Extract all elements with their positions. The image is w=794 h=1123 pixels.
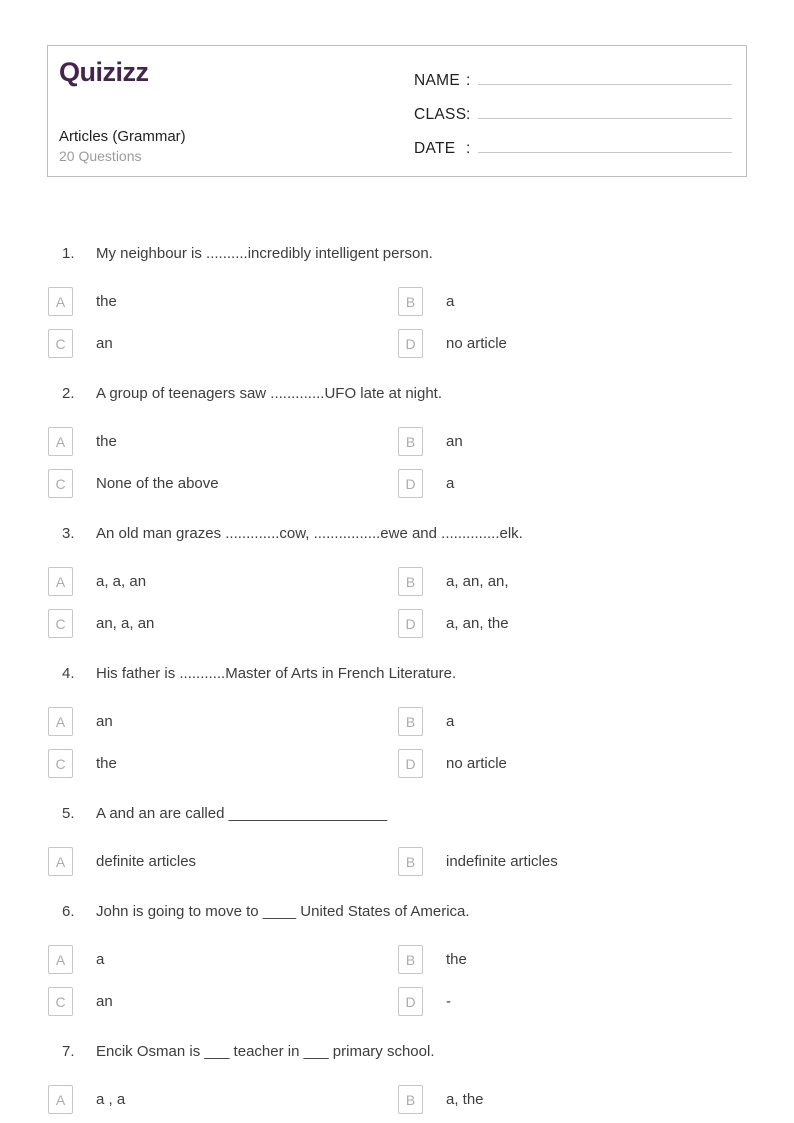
date-field-label: DATE bbox=[414, 140, 456, 157]
class-field-colon: : bbox=[466, 106, 471, 123]
header-fields bbox=[414, 59, 732, 166]
question-4 bbox=[47, 664, 747, 778]
option-a bbox=[47, 847, 397, 876]
option-b bbox=[397, 1085, 747, 1114]
option-label: - bbox=[446, 992, 451, 1010]
question-4-row bbox=[47, 664, 747, 684]
option-label: an bbox=[96, 334, 113, 352]
option-letter-box: A bbox=[48, 707, 73, 736]
date-field-line bbox=[478, 137, 732, 153]
option-b bbox=[397, 567, 747, 596]
question-number: 5. bbox=[62, 805, 75, 822]
option-letter-box: C bbox=[48, 987, 73, 1016]
question-text: His father is ...........Master of Arts in French Literature. bbox=[96, 665, 457, 682]
option-label: a bbox=[446, 712, 455, 730]
worksheet-title: Articles (Grammar) bbox=[59, 127, 186, 145]
option-letter-box: A bbox=[48, 287, 73, 316]
question-number: 6. bbox=[62, 903, 75, 920]
option-d bbox=[397, 329, 747, 358]
option-label: the bbox=[96, 754, 117, 772]
option-b bbox=[397, 287, 747, 316]
question-5 bbox=[47, 804, 747, 876]
option-letter-box: A bbox=[48, 427, 73, 456]
worksheet-title-block bbox=[59, 127, 186, 166]
questions-list bbox=[47, 244, 747, 1114]
date-field-row bbox=[414, 137, 732, 171]
option-label: the bbox=[96, 292, 117, 310]
option-letter-box: A bbox=[48, 567, 73, 596]
option-letter-box: C bbox=[48, 329, 73, 358]
option-label: an bbox=[96, 992, 113, 1010]
question-3 bbox=[47, 524, 747, 638]
option-letter-box: A bbox=[48, 847, 73, 876]
question-text: An old man grazes .............cow, ................ewe and ..............elk. bbox=[96, 525, 523, 542]
question-text: John is going to move to ____ United States of America. bbox=[96, 903, 470, 920]
option-label: no article bbox=[446, 754, 507, 772]
quizizz-logo: Quizizz bbox=[59, 57, 149, 87]
option-label: an, a, an bbox=[96, 614, 155, 632]
option-letter-box: C bbox=[48, 609, 73, 638]
question-number: 7. bbox=[62, 1043, 75, 1060]
option-c bbox=[47, 987, 397, 1016]
option-label: a bbox=[446, 292, 455, 310]
option-letter-box: C bbox=[48, 469, 73, 498]
option-c bbox=[47, 469, 397, 498]
question-number: 1. bbox=[62, 245, 75, 262]
option-b bbox=[397, 847, 747, 876]
question-text: A and an are called ___________________ bbox=[96, 805, 388, 822]
option-label: a bbox=[446, 474, 455, 492]
class-field-row bbox=[414, 103, 732, 137]
class-field-line bbox=[478, 103, 732, 119]
option-label: a, the bbox=[446, 1090, 484, 1108]
option-label: an bbox=[446, 432, 463, 450]
header-left-column bbox=[59, 59, 186, 166]
option-b bbox=[397, 707, 747, 736]
question-5-options bbox=[47, 847, 747, 876]
option-a bbox=[47, 1085, 397, 1114]
option-letter-box: D bbox=[398, 749, 423, 778]
question-number: 4. bbox=[62, 665, 75, 682]
option-label: None of the above bbox=[96, 474, 219, 492]
option-letter-box: B bbox=[398, 427, 423, 456]
option-d bbox=[397, 469, 747, 498]
question-7-row bbox=[47, 1042, 747, 1062]
option-c bbox=[47, 749, 397, 778]
option-label: the bbox=[446, 950, 467, 968]
option-c bbox=[47, 609, 397, 638]
name-field-colon: : bbox=[466, 72, 471, 89]
question-text: My neighbour is ..........incredibly intelligent person. bbox=[96, 245, 433, 262]
option-d bbox=[397, 609, 747, 638]
option-d bbox=[397, 749, 747, 778]
question-2-row bbox=[47, 384, 747, 404]
option-letter-box: C bbox=[48, 749, 73, 778]
option-letter-box: A bbox=[48, 1085, 73, 1114]
question-6-row bbox=[47, 902, 747, 922]
option-a bbox=[47, 707, 397, 736]
option-a bbox=[47, 287, 397, 316]
option-letter-box: B bbox=[398, 567, 423, 596]
option-letter-box: B bbox=[398, 945, 423, 974]
question-5-row bbox=[47, 804, 747, 824]
option-label: a, a, an bbox=[96, 572, 147, 590]
class-field-label: CLASS bbox=[414, 106, 467, 123]
question-2-options bbox=[47, 427, 747, 498]
question-4-options bbox=[47, 707, 747, 778]
option-a bbox=[47, 427, 397, 456]
date-field-colon: : bbox=[466, 140, 471, 157]
option-b bbox=[397, 945, 747, 974]
option-letter-box: D bbox=[398, 329, 423, 358]
option-d bbox=[397, 987, 747, 1016]
question-6-options bbox=[47, 945, 747, 1016]
question-number: 3. bbox=[62, 525, 75, 542]
question-1 bbox=[47, 244, 747, 358]
option-a bbox=[47, 945, 397, 974]
option-b bbox=[397, 427, 747, 456]
option-label: definite articles bbox=[96, 852, 197, 870]
option-label: a, an, the bbox=[446, 614, 509, 632]
question-text: Encik Osman is ___ teacher in ___ primary school. bbox=[96, 1043, 435, 1060]
question-text: A group of teenagers saw .............UFO late at night. bbox=[96, 385, 443, 402]
name-field-row bbox=[414, 69, 732, 103]
question-7 bbox=[47, 1042, 747, 1114]
worksheet-header bbox=[47, 45, 747, 177]
option-label: the bbox=[96, 432, 117, 450]
option-label: a, an, an, bbox=[446, 572, 509, 590]
question-1-row bbox=[47, 244, 747, 264]
question-2 bbox=[47, 384, 747, 498]
option-letter-box: D bbox=[398, 987, 423, 1016]
option-label: a bbox=[96, 950, 105, 968]
option-label: indefinite articles bbox=[446, 852, 558, 870]
option-letter-box: D bbox=[398, 469, 423, 498]
question-count: 20 Questions bbox=[59, 148, 142, 165]
option-letter-box: A bbox=[48, 945, 73, 974]
option-letter-box: D bbox=[398, 609, 423, 638]
question-3-row bbox=[47, 524, 747, 544]
question-6 bbox=[47, 902, 747, 1016]
question-7-options bbox=[47, 1085, 747, 1114]
option-letter-box: B bbox=[398, 847, 423, 876]
name-field-line bbox=[478, 69, 732, 85]
option-letter-box: B bbox=[398, 1085, 423, 1114]
option-letter-box: B bbox=[398, 707, 423, 736]
option-a bbox=[47, 567, 397, 596]
option-c bbox=[47, 329, 397, 358]
question-1-options bbox=[47, 287, 747, 358]
option-label: no article bbox=[446, 334, 507, 352]
option-label: an bbox=[96, 712, 113, 730]
option-letter-box: B bbox=[398, 287, 423, 316]
question-3-options bbox=[47, 567, 747, 638]
name-field-label: NAME bbox=[414, 72, 460, 89]
option-label: a , a bbox=[96, 1090, 126, 1108]
question-number: 2. bbox=[62, 385, 75, 402]
